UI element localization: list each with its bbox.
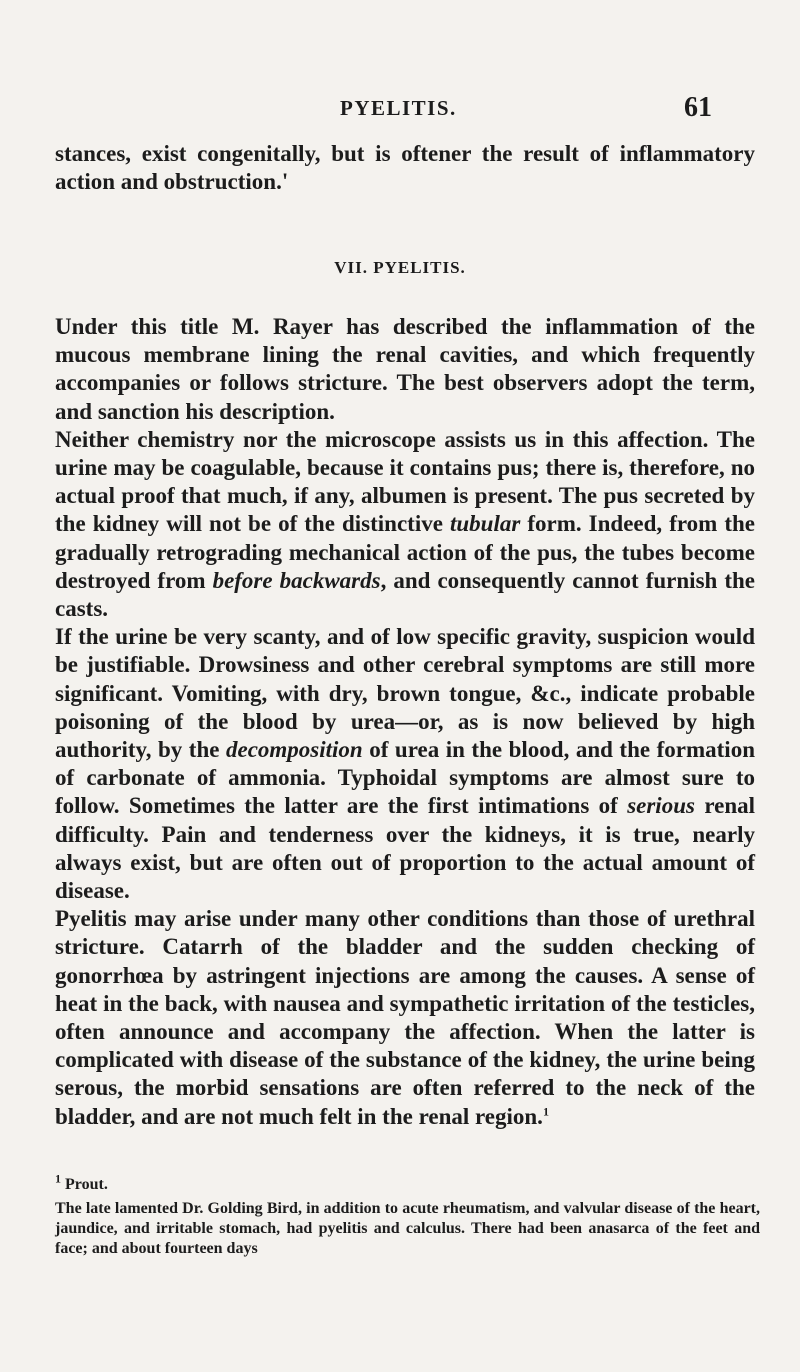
paragraph-2-part-b: form. Indeed, from the gradually retrograding mechanical action of the pus, the tubes become destroyed from: [55, 511, 756, 593]
continuation-paragraph: stances, exist congenitally, but is oftener the result of inflammatory action and obstruction.': [55, 141, 755, 194]
paragraph-3-part-b: of urea in the blood, and the formation of carbonate of ammonia. Typhoidal symptoms are almost sure to follow. Sometimes the latter are the first intimations of: [55, 737, 755, 819]
footnote-reference: 1: [542, 1104, 549, 1119]
page-number: 61: [684, 92, 712, 123]
paragraph-2-emphasis-1: tubular: [449, 511, 521, 537]
paragraph-3: [55, 623, 755, 905]
continuation-text: [55, 140, 755, 196]
paragraph-2-part-c: , and consequently cannot furnish the casts.: [55, 567, 755, 622]
paragraph-2-emphasis-2: before backwards: [212, 567, 381, 593]
paragraph-4-text: Pyelitis may arise under many other conditions than those of urethral stricture. Catarrh of the bladder and the sudden checking of gonorrhœa by astringent injections are among the causes. A sense of heat in the back, with nausea and sympathetic irritation of the testicles, often announce and accompany the affection. When the latter is complicated with disease of the substance of the kidney, the urine being serous, the morbid sensations are often referred to the neck of the bladder, and are not much felt in the renal region.: [55, 906, 755, 1129]
section-body: [55, 313, 755, 1131]
footnote-source: [55, 1171, 760, 1195]
paragraph-3-emphasis-1: decomposition: [225, 737, 363, 763]
footnote-source-text: Prout.: [65, 1176, 108, 1193]
paragraph-3-part-c: renal difficulty. Pain and tenderness over the kidneys, it is true, nearly always exist, but are often out of proportion to the actual amount of disease.: [55, 793, 755, 904]
footnote-text: The late lamented Dr. Golding Bird, in addition to acute rheumatism, and valvular disease of the heart, jaundice, and irritable stomach, had pyelitis and calculus. There had been anasarca of the feet and face; and about fourteen days: [55, 1200, 760, 1257]
paragraph-4: [55, 905, 755, 1131]
footnotes: [55, 1171, 760, 1259]
running-title: PYELITIS.: [340, 96, 457, 120]
paragraph-3-part-a: If the urine be very scanty, and of low specific gravity, suspicion would be justifiable. Drowsiness and other cerebral symptoms are still more significant. Vomiting, with dry, brown tongue, &c., indicate probable poisoning of the blood by urea—or, as is now believed by high authority, by the: [55, 624, 755, 763]
paragraph-3-emphasis-2: serious: [627, 793, 695, 819]
paragraph-2: [55, 426, 755, 623]
footnote-marker: 1: [55, 1171, 61, 1186]
running-head: [0, 92, 800, 132]
section-heading: VII. PYELITIS.: [334, 258, 466, 277]
paragraph-1: Under this title M. Rayer has described the inflammation of the mucous membrane lining the renal cavities, and which frequently accompanies or follows stricture. The best observers adopt the term, and sanction his description.: [55, 314, 755, 424]
paragraph-2-part-a: Neither chemistry nor the microscope assists us in this affection. The urine may be coagulable, because it contains pus; there is, therefore, no actual proof that much, if any, albumen is present. The pus secreted by the kidney will not be of the distinctive: [55, 426, 755, 537]
